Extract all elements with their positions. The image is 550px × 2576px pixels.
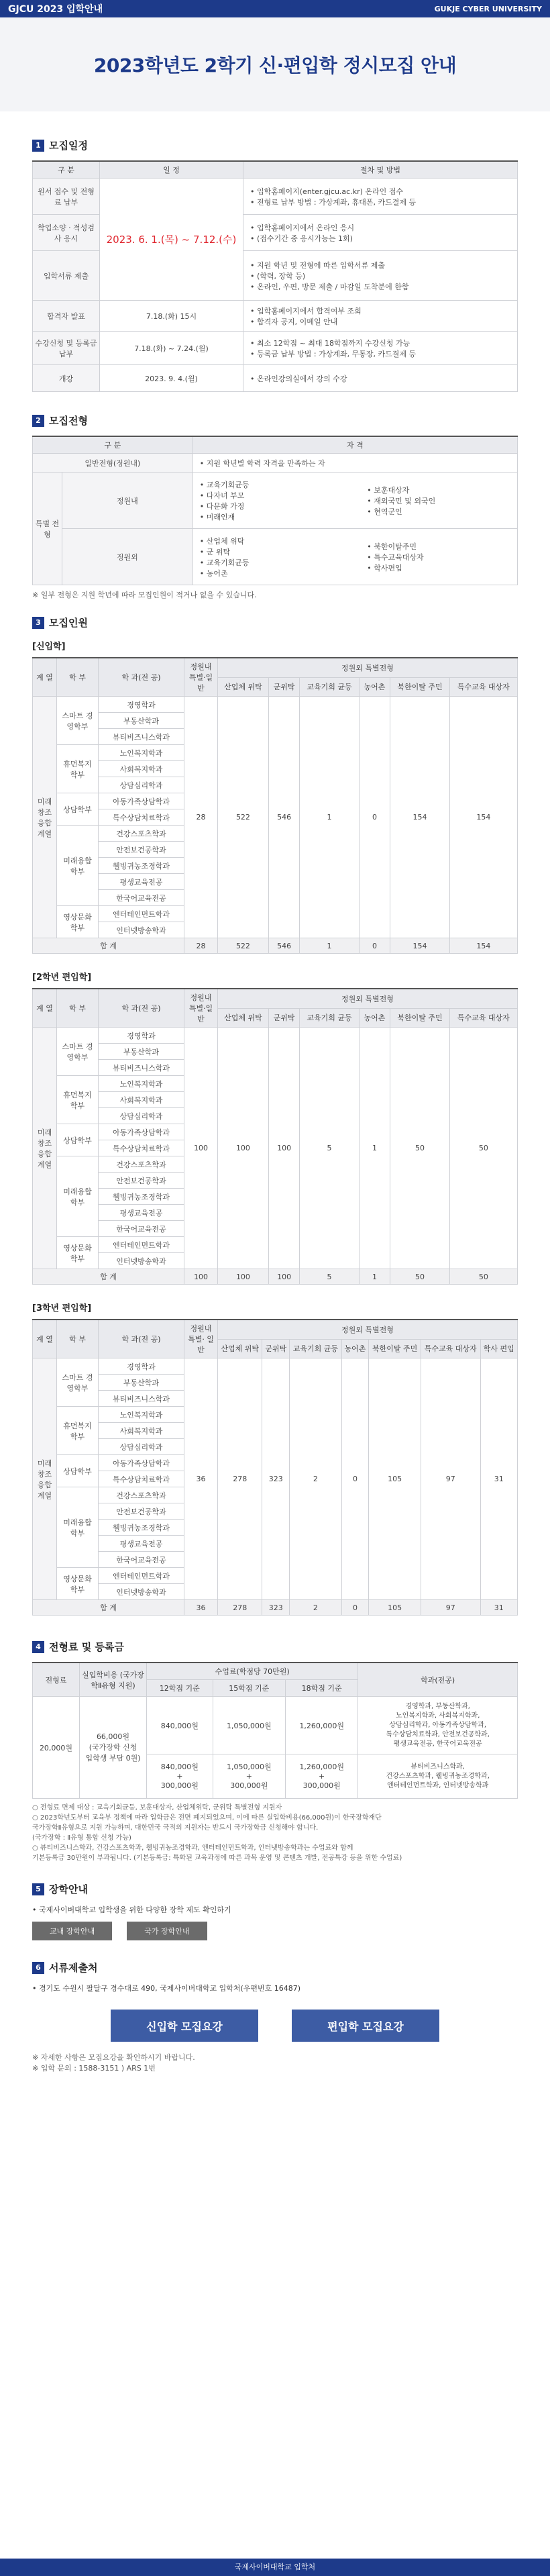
schedule-table bbox=[32, 160, 518, 392]
major-label: 부동산학과 bbox=[99, 1044, 184, 1060]
tuition-line: 300,000원 bbox=[160, 1781, 199, 1790]
major-label: 한국어교육전공 bbox=[99, 1221, 184, 1237]
school-label: 휴먼복지 학부 bbox=[57, 1076, 99, 1124]
quota-table-3rd-transfer bbox=[32, 1319, 518, 1616]
qual-item: • 다문화 가정 bbox=[200, 501, 359, 511]
major-label: 웰빙귀농조경학과 bbox=[99, 1520, 184, 1536]
major-label: 상담심리학과 bbox=[99, 1108, 184, 1124]
total-value: 31 bbox=[480, 1600, 517, 1616]
note-line: ※ 입학 문의 : 1588-3151 ) ARS 1번 bbox=[32, 2064, 156, 2073]
total-value: 50 bbox=[449, 1269, 517, 1285]
school-label: 스마트 경영학부 bbox=[57, 697, 99, 745]
col-header: 계 열 bbox=[33, 989, 57, 1028]
col-header: 농어촌 bbox=[359, 677, 390, 696]
major-label: 특수상담치료학과 bbox=[99, 1471, 184, 1487]
major-label: 경영학과 bbox=[99, 1028, 184, 1044]
quota-value: 546 bbox=[268, 697, 299, 938]
table-subtitle: [2학년 편입학] bbox=[32, 973, 92, 983]
major-label: 웰빙귀농조경학과 bbox=[99, 858, 184, 874]
section-number: 5 bbox=[32, 1883, 44, 1895]
major-label: 엔터테인먼트학과 bbox=[99, 1568, 184, 1584]
major-label: 상담심리학과 bbox=[99, 1439, 184, 1455]
top-bar-left: GJCU 2023 입학안내 bbox=[8, 4, 103, 15]
col-header: 북한이탈 주민 bbox=[369, 1339, 421, 1358]
total-value: 5 bbox=[300, 1269, 360, 1285]
scholarship-text: • 국제사이버대학교 입학생을 위한 다양한 장학 제도 확인하기 bbox=[32, 1904, 518, 1915]
school-label: 상담학부 bbox=[57, 1124, 99, 1156]
col-header: 군위탁 bbox=[268, 677, 299, 696]
note-line: ○ 전형료 면제 대상 : 교육기회균등, 보훈대상자, 산업체위탁, 군위탁 특별전형 지원자 bbox=[32, 1804, 282, 1812]
col-header: 실입학비용 (국가장학Ⅱ유형 지원) bbox=[80, 1663, 147, 1697]
section-fees bbox=[32, 1640, 518, 1863]
section-number: 2 bbox=[32, 415, 44, 427]
total-value: 100 bbox=[218, 1269, 269, 1285]
col-header: 북한이탈 주민 bbox=[390, 677, 450, 696]
quota-value: 97 bbox=[421, 1358, 480, 1600]
page-title: 2023학년도 2학기 신·편입학 정시모집 안내 bbox=[93, 54, 457, 77]
quota-value: 0 bbox=[341, 1358, 369, 1600]
fee-line: 입학생 부담 0원) bbox=[85, 1753, 141, 1763]
major-label: 건강스포츠학과 bbox=[99, 1156, 184, 1173]
fee-line: (국가장학 신청 bbox=[89, 1742, 138, 1752]
total-value: 154 bbox=[390, 938, 450, 954]
tuition-line: 840,000원 bbox=[160, 1762, 199, 1771]
qual-item: • 현역군인 bbox=[367, 506, 515, 517]
col-header: 정원내 특별· 일반 bbox=[184, 1320, 218, 1358]
col-header: 특수교육 대상자 bbox=[421, 1339, 480, 1358]
major-label: 노인복지학과 bbox=[99, 745, 184, 761]
table-subtitle: [신입학] bbox=[32, 642, 66, 652]
proc-item: • 입학홈페이지에서 온라인 응시 bbox=[250, 222, 515, 233]
qual-item: • 교육기회균등 bbox=[200, 479, 359, 490]
major-label: 특수상담치료학과 bbox=[99, 1140, 184, 1156]
schedule-date: 7.18.(화) 15시 bbox=[100, 301, 243, 332]
major-label: 안전보건공학과 bbox=[99, 842, 184, 858]
major-label: 아동가족상담학과 bbox=[99, 793, 184, 809]
qual-item: • 지원 학년별 학력 자격을 만족하는 자 bbox=[200, 458, 515, 468]
quota-value: 100 bbox=[184, 1028, 218, 1269]
top-bar bbox=[0, 0, 550, 17]
major-label: 아동가족상담학과 bbox=[99, 1124, 184, 1140]
quota-value: 105 bbox=[369, 1358, 421, 1600]
qual-item: • 보훈대상자 bbox=[367, 485, 515, 495]
quota-value: 1 bbox=[300, 697, 360, 938]
proc-item: • (학력, 장학 등) bbox=[250, 270, 515, 281]
section-number: 1 bbox=[32, 140, 44, 152]
col-header: 산업체 위탁 bbox=[218, 677, 269, 696]
major-label: 한국어교육전공 bbox=[99, 890, 184, 906]
quota-table bbox=[32, 1319, 518, 1616]
col-header: 학과(전공) bbox=[358, 1663, 518, 1697]
total-value: 100 bbox=[184, 1269, 218, 1285]
proc-item: • 최소 12학점 ~ 최대 18학점까지 수강신청 가능 bbox=[250, 338, 515, 348]
note-line: 국가장학Ⅱ유형으로 지원 가능하며, 대한민국 국적의 지원자는 반드시 국가장학금 신청해야 합니다. bbox=[32, 1824, 319, 1832]
major-label: 뷰티비즈니스학과 bbox=[99, 729, 184, 745]
total-value: 2 bbox=[290, 1600, 342, 1616]
qual-item: • 산업체 위탁 bbox=[200, 536, 359, 546]
major-label: 노인복지학과 bbox=[99, 1407, 184, 1423]
proc-item: • (접수기간 중 응시가능는 1회) bbox=[250, 233, 515, 244]
qual-item: • 북한이탈주민 bbox=[367, 541, 515, 552]
section-quota bbox=[32, 615, 518, 1616]
major-label: 인터넷방송학과 bbox=[99, 922, 184, 938]
col-header: 정원내 특별·일반 bbox=[184, 989, 218, 1028]
col-header: 수업료(학점당 70만원) bbox=[147, 1663, 358, 1680]
proc-item: • 입학홈페이지에서 합격여부 조회 bbox=[250, 305, 515, 316]
col-header: 12학점 기준 bbox=[147, 1680, 213, 1697]
major-label: 노인복지학과 bbox=[99, 1076, 184, 1092]
division-label: 미래 창조 융합 계열 bbox=[33, 697, 57, 938]
proc-item: • 지원 학년 및 전형에 따른 입학서류 제출 bbox=[250, 260, 515, 270]
major-line: 노인복지학과, 사회복지학과, bbox=[395, 1712, 480, 1720]
quota-value: 278 bbox=[218, 1358, 262, 1600]
major-label: 엔터테인먼트학과 bbox=[99, 906, 184, 922]
quota-value: 154 bbox=[390, 697, 450, 938]
qual-item: • 농어촌 bbox=[200, 568, 359, 579]
quota-value: 0 bbox=[359, 697, 390, 938]
major-label: 경영학과 bbox=[99, 697, 184, 713]
qual-item: • 교육기회균등 bbox=[200, 557, 359, 568]
col-header: 산업체 위탁 bbox=[218, 1339, 262, 1358]
proc-item: • 온라인, 우편, 방문 제출 / 마감일 도착분에 한함 bbox=[250, 281, 515, 292]
major-label: 부동산학과 bbox=[99, 1375, 184, 1391]
tuition-line: 1,260,000원 bbox=[299, 1762, 344, 1771]
total-value: 323 bbox=[262, 1600, 290, 1616]
major-label: 웰빙귀농조경학과 bbox=[99, 1189, 184, 1205]
school-label: 영상문화 학부 bbox=[57, 1568, 99, 1600]
row-label: 개강 bbox=[33, 365, 100, 392]
row-label: 입학서류 제출 bbox=[33, 251, 100, 301]
col-header: 계 열 bbox=[33, 658, 57, 697]
proc-item: • 등록금 납부 방법 : 가상계좌, 무통장, 카드결제 등 bbox=[250, 348, 515, 359]
col-header: 교육기회 균등 bbox=[300, 677, 360, 696]
tuition-line: + bbox=[245, 1771, 252, 1781]
school-scholarship-button[interactable]: 교내 장학안내 bbox=[32, 1922, 112, 1940]
col-header: 교육기회 균등 bbox=[300, 1008, 360, 1027]
total-value: 28 bbox=[184, 938, 218, 954]
proc-item: • 전형료 납부 방법 : 가상계좌, 휴대폰, 카드결제 등 bbox=[250, 197, 515, 207]
major-label: 부동산학과 bbox=[99, 713, 184, 729]
major-label: 평생교육전공 bbox=[99, 1536, 184, 1552]
major-label: 안전보건공학과 bbox=[99, 1503, 184, 1520]
total-label: 합 계 bbox=[33, 1269, 184, 1285]
total-value: 97 bbox=[421, 1600, 480, 1616]
major-label: 뷰티비즈니스학과 bbox=[99, 1060, 184, 1076]
tuition-line: 300,000원 bbox=[302, 1781, 341, 1790]
tuition-value: 1,260,000원 bbox=[285, 1697, 358, 1754]
col-header: 계 열 bbox=[33, 1320, 57, 1358]
total-value: 154 bbox=[449, 938, 517, 954]
quota-value: 154 bbox=[449, 697, 517, 938]
col-header: 북한이탈 주민 bbox=[390, 1008, 450, 1027]
col-header: 학 부 bbox=[57, 989, 99, 1028]
quota-table-2nd-transfer bbox=[32, 988, 518, 1285]
total-label: 합 계 bbox=[33, 938, 184, 954]
col-header: 절차 및 방법 bbox=[243, 161, 518, 179]
section-title: 서류제출처 bbox=[49, 1962, 98, 1974]
major-label: 사회복지학과 bbox=[99, 761, 184, 777]
proc-item: • 합격자 공지, 이메일 안내 bbox=[250, 316, 515, 327]
col-header: 일 정 bbox=[100, 161, 243, 179]
major-label: 한국어교육전공 bbox=[99, 1552, 184, 1568]
school-label: 상담학부 bbox=[57, 1455, 99, 1487]
section-admission-types bbox=[32, 413, 518, 601]
section-title: 전형료 및 등록금 bbox=[49, 1641, 124, 1653]
fees-table bbox=[32, 1662, 518, 1799]
section-schedule bbox=[32, 138, 518, 392]
major-label: 안전보건공학과 bbox=[99, 1173, 184, 1189]
quota-value: 1 bbox=[359, 1028, 390, 1269]
school-label: 영상문화 학부 bbox=[57, 1237, 99, 1269]
quota-value: 100 bbox=[268, 1028, 299, 1269]
quota-table-freshman bbox=[32, 657, 518, 954]
major-label: 평생교육전공 bbox=[99, 874, 184, 890]
schedule-date: 7.18.(화) ~ 7.24.(월) bbox=[100, 332, 243, 365]
note-line: 기본등록금 30만원이 부과됩니다. (기본등록금: 특화된 교육과정에 따른 과목 운영 및 콘텐츠 개발, 전공특강 등을 위한 수업료) bbox=[32, 1854, 402, 1862]
total-value: 1 bbox=[359, 1269, 390, 1285]
major-label: 건강스포츠학과 bbox=[99, 1487, 184, 1503]
note-line: ○ 2023학년도부터 교육부 정책에 따라 입학금은 전면 폐지되었으며, 이에 따른 실입학비용(66,000원)이 한국장학재단 bbox=[32, 1814, 382, 1822]
schedule-date: 2023. 9. 4.(월) bbox=[100, 365, 243, 392]
school-label: 스마트 경영학부 bbox=[57, 1028, 99, 1076]
major-line: 경영학과, 부동산학과, bbox=[405, 1702, 470, 1710]
col-header: 자 격 bbox=[192, 436, 517, 454]
top-bar-right: GUKJE CYBER UNIVERSITY bbox=[434, 4, 542, 13]
section-number: 6 bbox=[32, 1962, 44, 1974]
col-header: 특수교육 대상자 bbox=[449, 1008, 517, 1027]
section-title: 장학안내 bbox=[49, 1883, 88, 1895]
section-title: 모집인원 bbox=[49, 617, 88, 629]
schedule-date: 2023. 6. 1.(목) ~ 7.12.(수) bbox=[100, 179, 243, 301]
row-label: 합격자 발표 bbox=[33, 301, 100, 332]
tuition-value: 840,000원 bbox=[147, 1697, 213, 1754]
fee-value: 20,000원 bbox=[33, 1697, 80, 1799]
col-header: 구 분 bbox=[33, 436, 193, 454]
quota-value: 50 bbox=[390, 1028, 450, 1269]
major-label: 특수상담치료학과 bbox=[99, 809, 184, 826]
quota-value: 323 bbox=[262, 1358, 290, 1600]
note-line: (국가장학 : Ⅱ유형 통합 신청 가능) bbox=[32, 1834, 131, 1842]
quota-value: 50 bbox=[449, 1028, 517, 1269]
fee-line: 66,000원 bbox=[96, 1732, 130, 1741]
tuition-line: + bbox=[176, 1771, 183, 1781]
transfer-guide-button[interactable]: 편입학 모집요강 bbox=[292, 2010, 439, 2042]
col-header: 정원외 특별전형 bbox=[218, 989, 518, 1008]
section-submission bbox=[32, 1961, 518, 2074]
row-label: 원서 접수 및 전형료 납부 bbox=[33, 179, 100, 215]
total-value: 105 bbox=[369, 1600, 421, 1616]
major-line: 엔터테인먼트학과, 인터넷방송학과 bbox=[387, 1781, 489, 1789]
proc-item: • 입학홈페이지(enter.gjcu.ac.kr) 온라인 접수 bbox=[250, 186, 515, 197]
total-value: 0 bbox=[341, 1600, 369, 1616]
col-header: 18학점 기준 bbox=[285, 1680, 358, 1697]
quota-value: 2 bbox=[290, 1358, 342, 1600]
major-label: 사회복지학과 bbox=[99, 1092, 184, 1108]
col-header: 특수교육 대상자 bbox=[449, 677, 517, 696]
row-label: 일반전형(정원내) bbox=[33, 454, 193, 473]
major-line: 상담심리학과, 아동가족상담학과, bbox=[389, 1721, 487, 1729]
school-label: 휴먼복지 학부 bbox=[57, 745, 99, 793]
major-label: 평생교육전공 bbox=[99, 1205, 184, 1221]
col-header: 군위탁 bbox=[262, 1339, 290, 1358]
section-number: 4 bbox=[32, 1641, 44, 1653]
admission-table bbox=[32, 436, 518, 585]
col-header: 군위탁 bbox=[268, 1008, 299, 1027]
major-label: 엔터테인먼트학과 bbox=[99, 1237, 184, 1253]
tuition-value: 1,050,000원 bbox=[213, 1697, 285, 1754]
col-header: 학 과(전 공) bbox=[99, 1320, 184, 1358]
section-scholarship bbox=[32, 1882, 518, 1940]
section-number: 3 bbox=[32, 617, 44, 629]
row-label: 정원내 bbox=[62, 473, 193, 529]
total-value: 546 bbox=[268, 938, 299, 954]
total-value: 1 bbox=[300, 938, 360, 954]
col-header: 교육기회 균등 bbox=[290, 1339, 342, 1358]
school-label: 미래융합 학부 bbox=[57, 1156, 99, 1237]
qual-item: • 군 위탁 bbox=[200, 546, 359, 557]
major-label: 아동가족상담학과 bbox=[99, 1455, 184, 1471]
section-title: 모집일정 bbox=[49, 140, 88, 152]
major-label: 뷰티비즈니스학과 bbox=[99, 1391, 184, 1407]
row-label: 수강신청 및 등록금 납부 bbox=[33, 332, 100, 365]
division-label: 미래 창조 융합 계열 bbox=[33, 1358, 57, 1600]
major-line: 뷰티비즈니스학과, bbox=[410, 1763, 465, 1771]
major-label: 상담심리학과 bbox=[99, 777, 184, 793]
school-label: 영상문화 학부 bbox=[57, 906, 99, 938]
note-line: ○ 뷰티비즈니스학과, 건강스포츠학과, 웰빙귀농조경학과, 엔터테인먼트학과, 인터넷방송학과는 수업료와 함께 bbox=[32, 1844, 353, 1852]
national-scholarship-button[interactable]: 국가 장학안내 bbox=[127, 1922, 207, 1940]
col-header: 정원내 특별·일반 bbox=[184, 658, 218, 697]
col-header: 학 부 bbox=[57, 658, 99, 697]
note: ※ 일부 전형은 지원 학년에 따라 모집인원이 적거나 없을 수 있습니다. bbox=[32, 591, 257, 599]
col-header: 학사 편입 bbox=[480, 1339, 517, 1358]
freshman-guide-button[interactable]: 신입학 모집요강 bbox=[111, 2010, 258, 2042]
quota-value: 100 bbox=[218, 1028, 269, 1269]
division-label: 미래 창조 융합 계열 bbox=[33, 1028, 57, 1269]
quota-table bbox=[32, 988, 518, 1285]
qual-item: • 특수교육대상자 bbox=[367, 552, 515, 562]
address-text: • 경기도 수원시 팔달구 경수대로 490, 국제사이버대학교 입학처(우편번호 16487) bbox=[32, 1983, 518, 1993]
col-header: 전형료 bbox=[33, 1663, 80, 1697]
quota-table bbox=[32, 657, 518, 954]
tuition-line: + bbox=[319, 1771, 325, 1781]
school-label: 휴먼복지 학부 bbox=[57, 1407, 99, 1455]
col-header: 학 부 bbox=[57, 1320, 99, 1358]
major-line: 평생교육전공, 한국어교육전공 bbox=[393, 1740, 482, 1748]
school-label: 미래융합 학부 bbox=[57, 1487, 99, 1568]
major-label: 인터넷방송학과 bbox=[99, 1584, 184, 1600]
qual-item: • 학사편입 bbox=[367, 562, 515, 573]
contact-notes bbox=[32, 2052, 518, 2074]
major-label: 건강스포츠학과 bbox=[99, 826, 184, 842]
col-header: 정원외 특별전형 bbox=[218, 1320, 518, 1339]
tuition-line: 1,050,000원 bbox=[227, 1762, 272, 1771]
section-title: 모집전형 bbox=[49, 415, 88, 427]
quota-value: 5 bbox=[300, 1028, 360, 1269]
quota-value: 31 bbox=[480, 1358, 517, 1600]
school-label: 상담학부 bbox=[57, 793, 99, 826]
col-header: 농어촌 bbox=[341, 1339, 369, 1358]
total-value: 36 bbox=[184, 1600, 218, 1616]
col-header: 정원외 특별전형 bbox=[218, 658, 518, 677]
total-value: 278 bbox=[218, 1600, 262, 1616]
note-line: ※ 자세한 사항은 모집요강을 확인하시기 바랍니다. bbox=[32, 2053, 195, 2062]
qual-item: • 다자녀 부모 bbox=[200, 490, 359, 501]
quota-value: 522 bbox=[218, 697, 269, 938]
total-value: 0 bbox=[359, 938, 390, 954]
school-label: 미래융합 학부 bbox=[57, 826, 99, 906]
title-box bbox=[0, 17, 550, 111]
col-header: 학 과(전 공) bbox=[99, 658, 184, 697]
qual-item: • 미래인재 bbox=[200, 511, 359, 522]
col-header: 학 과(전 공) bbox=[99, 989, 184, 1028]
table-subtitle: [3학년 편입학] bbox=[32, 1303, 92, 1314]
major-label: 사회복지학과 bbox=[99, 1423, 184, 1439]
col-header: 농어촌 bbox=[359, 1008, 390, 1027]
major-label: 경영학과 bbox=[99, 1358, 184, 1375]
quota-value: 28 bbox=[184, 697, 218, 938]
school-label: 스마트 경영학부 bbox=[57, 1358, 99, 1407]
tuition-line: 300,000원 bbox=[230, 1781, 268, 1790]
row-label: 학업소양 · 적성검사 응시 bbox=[33, 215, 100, 251]
total-value: 522 bbox=[218, 938, 269, 954]
total-value: 100 bbox=[268, 1269, 299, 1285]
row-label: 정원외 bbox=[62, 529, 193, 585]
proc-item: • 온라인강의실에서 강의 수강 bbox=[250, 373, 515, 384]
major-label: 인터넷방송학과 bbox=[99, 1253, 184, 1269]
col-header: 15학점 기준 bbox=[213, 1680, 285, 1697]
footer: 국제사이버대학교 입학처 bbox=[0, 2559, 550, 2576]
col-header: 구 분 bbox=[33, 161, 100, 179]
total-value: 50 bbox=[390, 1269, 450, 1285]
row-label: 특별 전형 bbox=[33, 473, 62, 585]
col-header: 산업체 위탁 bbox=[218, 1008, 269, 1027]
fee-notes bbox=[32, 1803, 518, 1863]
total-label: 합 계 bbox=[33, 1600, 184, 1616]
qual-item: • 재외국민 및 외국인 bbox=[367, 495, 515, 506]
major-line: 건강스포츠학과, 웰빙귀농조경학과, bbox=[386, 1772, 490, 1780]
quota-value: 36 bbox=[184, 1358, 218, 1600]
major-line: 특수상담치료학과, 안전보건공학과, bbox=[386, 1730, 490, 1738]
